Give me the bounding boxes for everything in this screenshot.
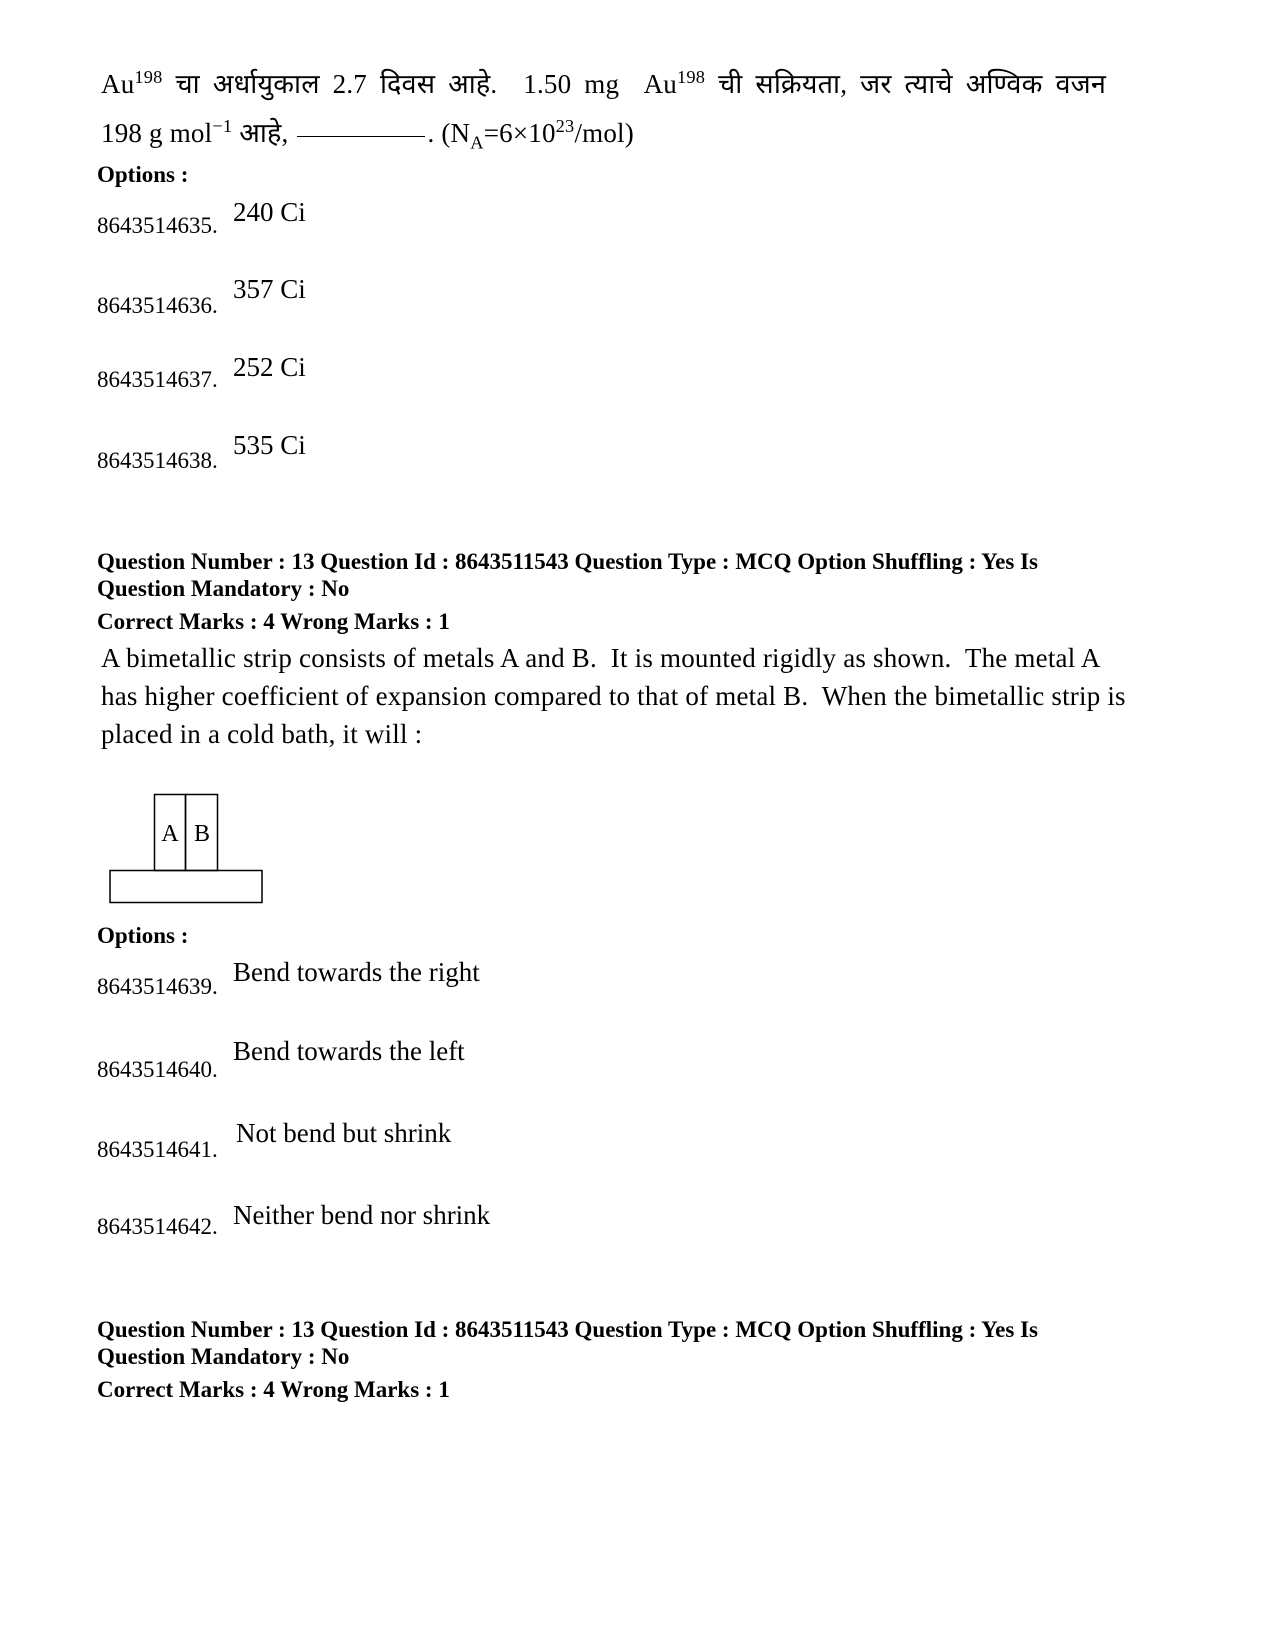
q12-option-2-text[interactable]: 357 Ci (233, 274, 306, 304)
q12-au-b-sup: 198 (677, 67, 706, 87)
q12-text-line-2 (101, 113, 634, 153)
q13-repeat-meta (97, 1316, 1038, 1403)
q13-option-1-text[interactable]: Bend towards the right (233, 957, 480, 987)
q12-line2-start: 198 g mol (101, 118, 213, 148)
bimetallic-strip-svg (108, 793, 268, 907)
q13-meta-line-1: Question Number : 13 Question Id : 8643511543 Question Type : MCQ Option Shuffling : Yes Is (97, 549, 1038, 574)
q13-option-1-id: 8643514639. (97, 974, 218, 999)
q12-au-b: Au (643, 69, 677, 99)
q13-meta-line-3: Correct Marks : 4 Wrong Marks : 1 (97, 609, 450, 634)
q13-text-line-1: A bimetallic strip consists of metals A and B. It is mounted rigidly as shown. The metal A (101, 643, 1101, 673)
q13-repeat-meta-line-3: Correct Marks : 4 Wrong Marks : 1 (97, 1377, 450, 1402)
q12-option-3-text[interactable]: 252 Ci (233, 352, 306, 382)
label-b: B (193, 821, 211, 847)
q12-option-2-id: 8643514636. (97, 293, 218, 318)
q12-line2-end-a: . (N (427, 118, 471, 148)
q13-option-4-id: 8643514642. (97, 1214, 218, 1239)
q13-text-line-2: has higher coefficient of expansion compared to that of metal B. When the bimetallic strip is (101, 681, 1126, 711)
label-a: A (161, 821, 179, 847)
answer-blank (297, 135, 425, 137)
q12-line2-sub: A (470, 132, 484, 153)
q13-option-3-id: 8643514641. (97, 1137, 218, 1162)
bimetallic-strip-diagram (108, 793, 268, 907)
q12-line2-sup: −1 (212, 116, 233, 136)
q12-option-1-text[interactable]: 240 Ci (233, 197, 306, 227)
q13-option-2-text[interactable]: Bend towards the left (233, 1036, 465, 1066)
q13-option-3-text[interactable]: Not bend but shrink (236, 1118, 452, 1148)
q13-repeat-meta-line-2: Question Mandatory : No (97, 1344, 350, 1369)
q12-options-label: Options : (97, 162, 189, 187)
q13-option-4-text[interactable]: Neither bend nor shrink (233, 1200, 491, 1230)
q12-au-a-sup: 198 (134, 67, 163, 87)
q12-au-a: Au (101, 69, 135, 99)
q12-option-4-text[interactable]: 535 Ci (233, 430, 306, 460)
q12-line1-end: ची सक्रियता, जर त्याचे अण्विक वजन (705, 69, 1107, 99)
q13-meta (97, 548, 1038, 635)
q12-option-4-id: 8643514638. (97, 448, 218, 473)
q12-option-3-id: 8643514637. (97, 367, 218, 392)
q13-meta-line-2: Question Mandatory : No (97, 576, 350, 601)
q12-line2-mid: आहे, (232, 118, 296, 148)
q13-text-line-3: placed in a cold bath, it will : (101, 719, 423, 749)
q13-repeat-meta-line-1: Question Number : 13 Question Id : 8643511543 Question Type : MCQ Option Shuffling : Yes Is (97, 1317, 1038, 1342)
q12-line2-end-b: =6×10 (483, 118, 556, 148)
q13-option-2-id: 8643514640. (97, 1057, 218, 1082)
q12-line2-end-c: /mol) (574, 118, 634, 148)
q12-option-1-id: 8643514635. (97, 213, 218, 238)
q13-options-label: Options : (97, 923, 189, 948)
q12-line2-sup2: 23 (555, 116, 575, 136)
q12-line1-mid: चा अर्धायुकाल 2.7 दिवस आहे. 1.50 mg (162, 69, 644, 99)
mount-base (110, 871, 262, 903)
q12-text-line-1 (101, 64, 1106, 101)
